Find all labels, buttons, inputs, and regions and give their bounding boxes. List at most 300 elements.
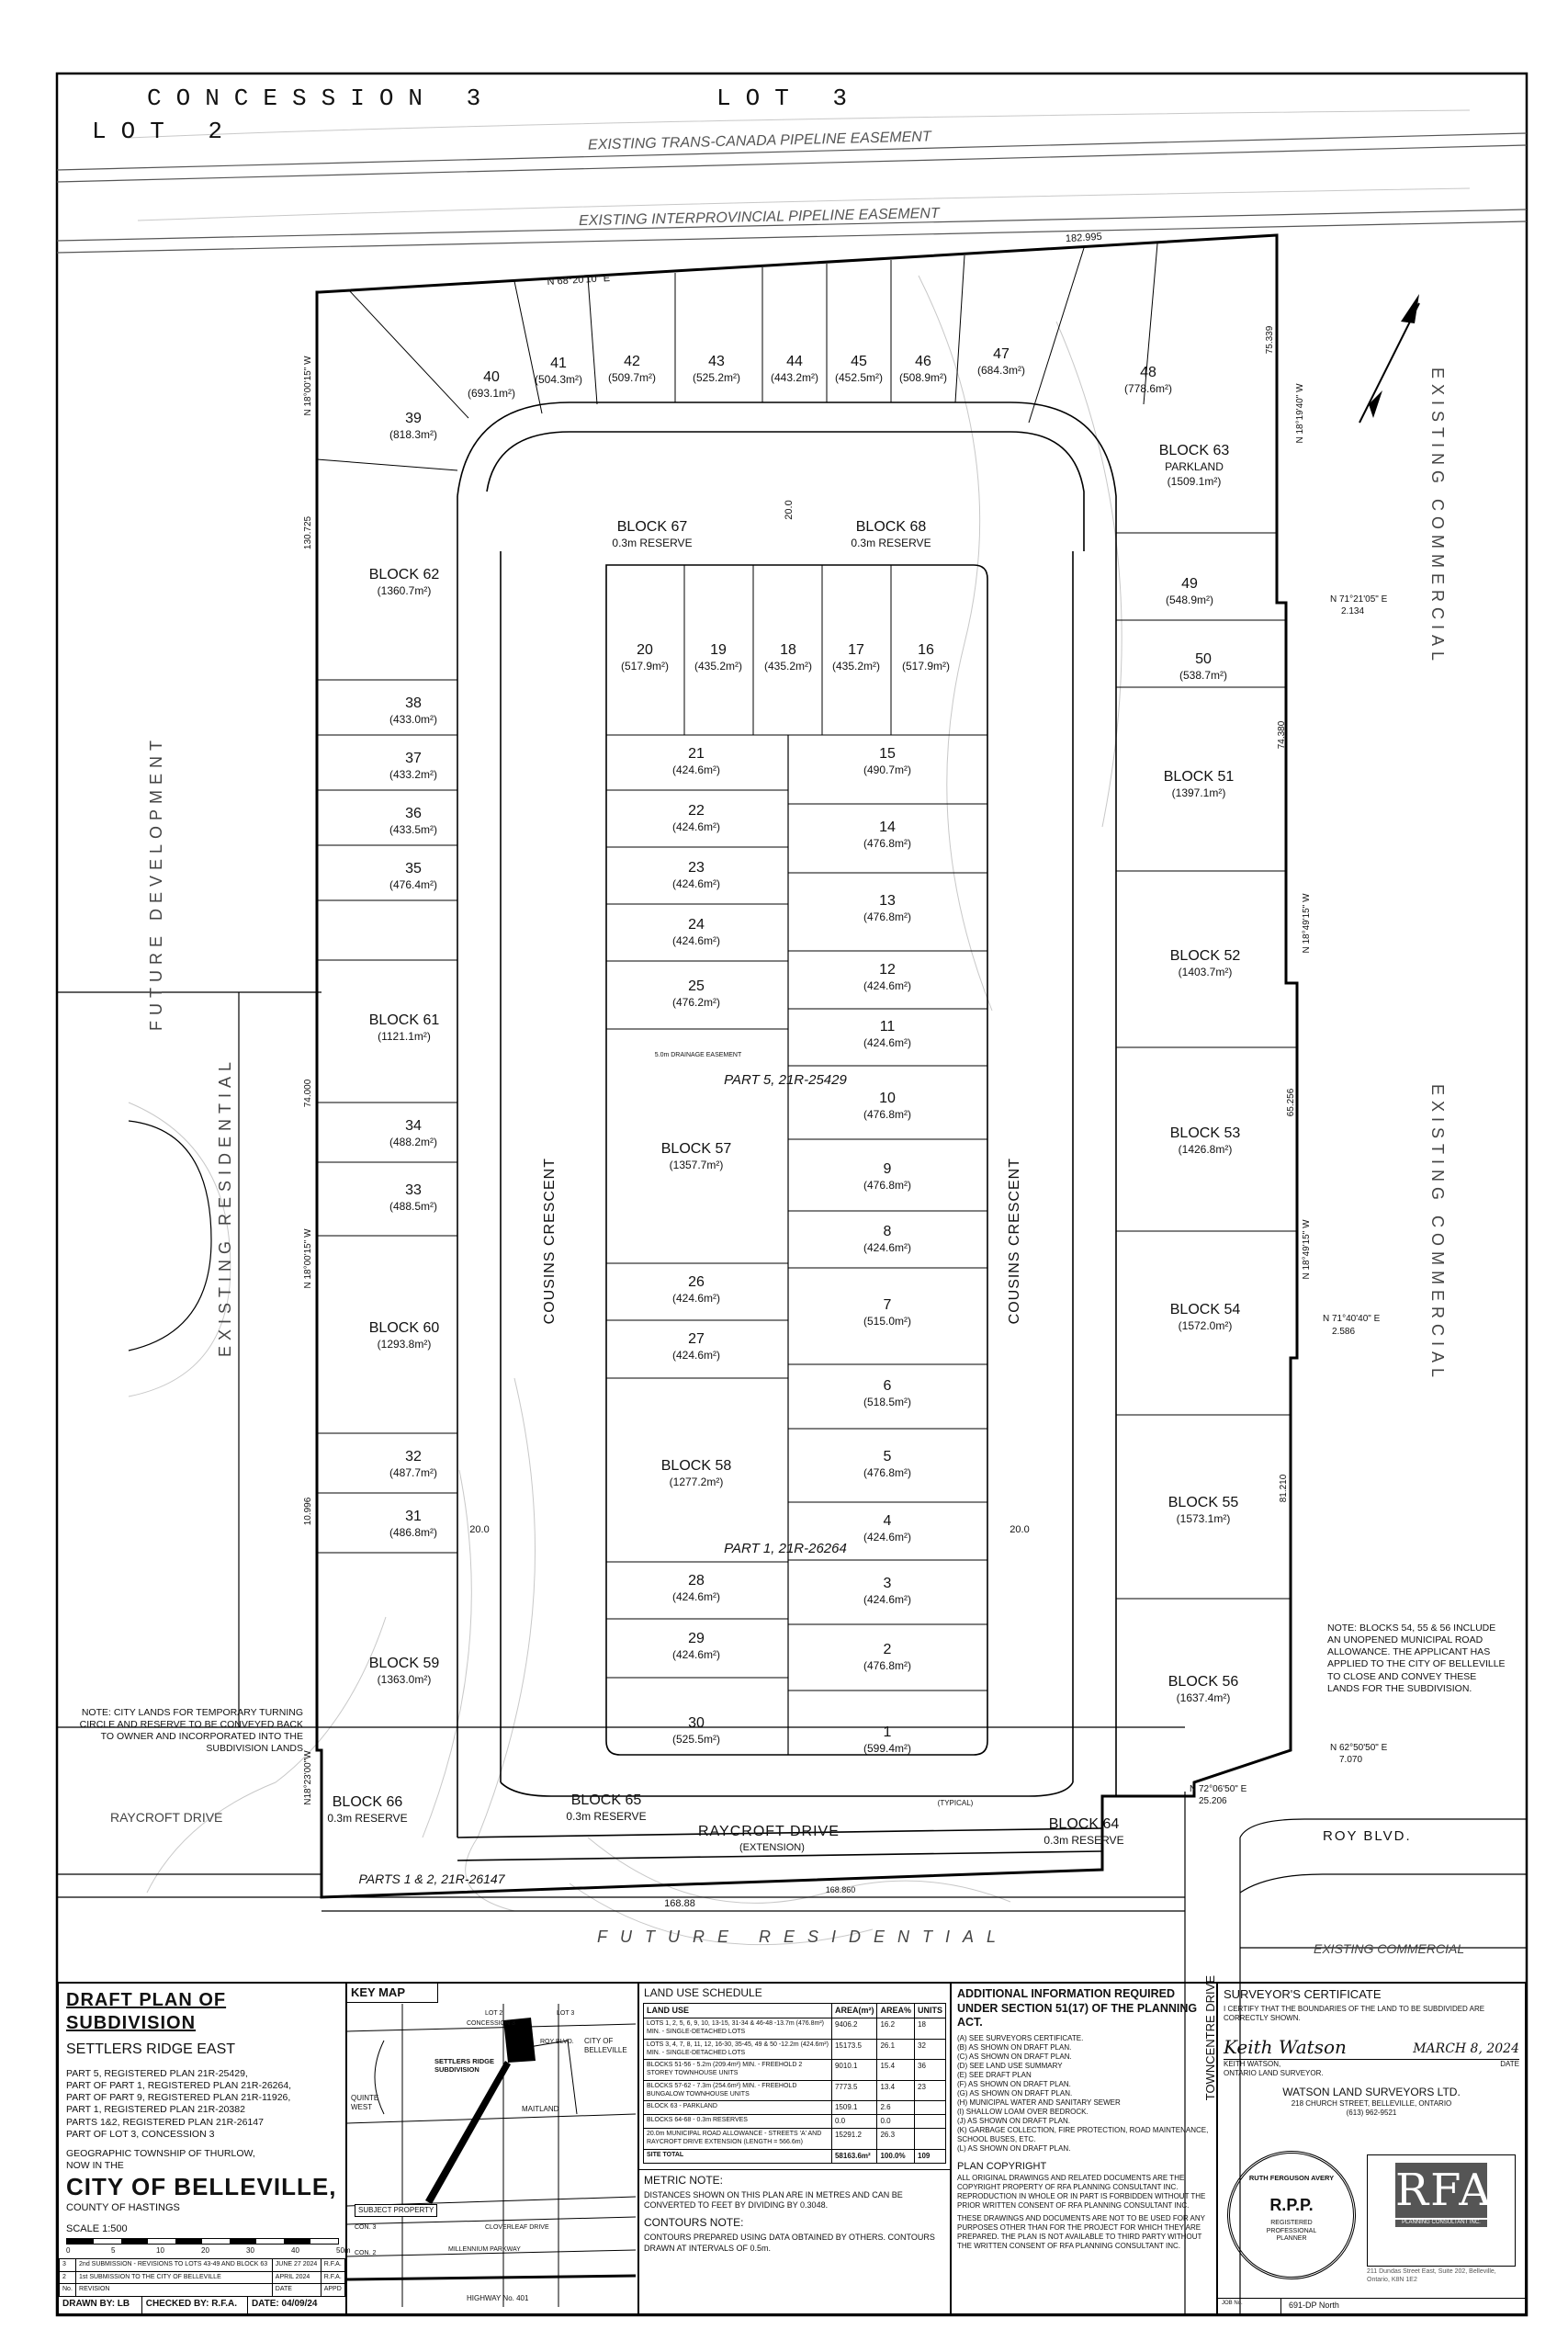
land-use-cell: 16.2 (877, 2018, 915, 2040)
land-use-header: AREA(m²) (831, 2004, 877, 2018)
future-development-label: FUTURE DEVELOPMENT (147, 735, 165, 1032)
key-map-quinte: QUINTE WEST (351, 2094, 379, 2111)
lot-28-number: 28 (688, 1573, 705, 1589)
bearing-west-4: N18°23'00"W (303, 1750, 313, 1805)
contours-note: CONTOURS PREPARED USING DATA OBTAINED BY OTHERS. CONTOURS DRAWN AT INTERVALS OF 0.5m. (644, 2233, 935, 2253)
land-use-cell: 15.4 (877, 2060, 915, 2081)
project-name: SETTLERS RIDGE EAST (66, 2041, 236, 2057)
lot-27-number: 27 (688, 1331, 705, 1347)
lot-20-number: 20 (637, 642, 653, 658)
block-64-sub: 0.3m RESERVE (1043, 1834, 1124, 1847)
north-lot-lines (349, 243, 1297, 1599)
copyright-text-2: THESE DRAWINGS AND DOCUMENTS ARE NOT TO BE USED FOR ANY PURPOSES OTHER THAN FOR THE PROJECT FOR WHICH THEY ARE PREPARED. THE PLAN IS NOT AVAILABLE TO THIRD PARTY WITHOUT THE WRITTEN CONSENT OF RFA PLANNING CONSULTANT INC. (957, 2213, 1205, 2250)
block-52-label: BLOCK 52 (1169, 948, 1241, 964)
surveyor-signature: Keith Watson (1224, 2036, 1347, 2059)
lot-46-number: 46 (915, 354, 931, 369)
lot-29-number: 29 (688, 1631, 705, 1646)
scale-label: SCALE 1:500 (66, 2223, 128, 2235)
land-use-cell: LOTS 1, 2, 5, 6, 9, 10, 13-15, 31-34 & 46-48 -13.7m (476.8m²) MIN. - SINGLE-DETACHED LOTS (644, 2018, 832, 2040)
scale-tick-label: 50m (336, 2246, 351, 2255)
lot-22-area: (424.6m²) (671, 820, 721, 833)
inner-island (606, 565, 987, 1755)
revision-cell: APRIL 2024 (272, 2271, 321, 2284)
land-use-cell: BLOCK 63 - PARKLAND (644, 2101, 832, 2115)
lot-47-number: 47 (993, 346, 1010, 362)
revision-cell: DATE (272, 2284, 321, 2297)
block-63-label: BLOCK 63 (1158, 443, 1230, 458)
now-in: NOW IN THE (66, 2159, 124, 2171)
block-56-area: (1637.4m²) (1176, 1691, 1231, 1704)
lot-37-area: (433.2m²) (389, 768, 438, 781)
land-use-cell: 0.0 (831, 2115, 877, 2129)
lot-5-number: 5 (883, 1449, 892, 1464)
lot-44-number: 44 (786, 354, 803, 369)
land-use-panel (639, 1982, 952, 2315)
surveyor-panel (1218, 1982, 1527, 2315)
lot-12-area: (424.6m²) (863, 979, 912, 992)
land-use-cell: 26.3 (877, 2129, 915, 2150)
lot-26-area: (424.6m²) (671, 1292, 721, 1305)
seal-name: RUTH FERGUSON AVERY (1248, 2174, 1335, 2182)
scale-tick-label: 20 (201, 2246, 209, 2255)
lot-24-number: 24 (688, 917, 705, 933)
block-64-label: BLOCK 64 (1048, 1816, 1120, 1832)
lot-48-number: 48 (1140, 365, 1156, 380)
lot-21-number: 21 (688, 746, 705, 762)
job-label: JOB No. (1218, 2299, 1281, 2313)
block-67-label: BLOCK 67 (616, 519, 688, 535)
land-use-cell: 7773.5 (831, 2080, 877, 2101)
island-lot-lines (606, 565, 987, 1690)
lot-17-number: 17 (848, 642, 864, 658)
land-use-row (644, 2101, 946, 2115)
scale-tick-label: 5 (111, 2246, 116, 2255)
surveyor-date-label: DATE (1500, 2060, 1519, 2069)
legal-description (66, 2068, 338, 2141)
west-lot-lines (317, 459, 457, 1553)
lot-9-area: (476.8m²) (863, 1179, 912, 1192)
surveyor-address: 218 CHURCH STREET, BELLEVILLE, ONTARIO (1291, 2099, 1452, 2109)
lot-45-area: (452.5m²) (834, 371, 884, 384)
drawn-checked-row (59, 2296, 345, 2313)
lot-19-number: 19 (710, 642, 727, 658)
revision-cell: 1st SUBMISSION TO THE CITY OF BELLEVILLE (76, 2271, 273, 2284)
key-map-title: KEY MAP (347, 1984, 438, 2003)
lot-6-area: (518.5m²) (863, 1396, 912, 1408)
land-use-table (643, 2003, 946, 2164)
land-use-cell: 32 (915, 2039, 946, 2060)
block-52-area: (1403.7m²) (1178, 966, 1233, 978)
bearing-east-4: N 18°49'15" W (1302, 1219, 1312, 1280)
lot-9-number: 9 (883, 1161, 892, 1177)
land-use-cell: 2.6 (877, 2101, 915, 2115)
lot-48-area: (778.6m²) (1123, 382, 1173, 395)
road-outlines (457, 402, 1194, 1860)
bearing-west-1-length: 130.725 (303, 515, 313, 550)
land-use-row (644, 2018, 946, 2040)
key-map (347, 1982, 639, 2315)
drawing-number-row (1218, 2298, 1525, 2313)
block-61-area: (1121.1m²) (378, 1030, 431, 1043)
block-57-label: BLOCK 57 (660, 1141, 732, 1157)
lot-42-number: 42 (624, 354, 640, 369)
land-use-cell: 23 (915, 2080, 946, 2101)
bearing-east-3: N 18°49'15" W (1302, 893, 1312, 954)
lot-3-number: 3 (883, 1576, 892, 1591)
surveyor-text: I CERTIFY THAT THE BOUNDARIES OF THE LAND TO BE SUBDIVIDED ARE CORRECTLY SHOWN. (1224, 2005, 1485, 2023)
lot-31-number: 31 (405, 1509, 422, 1524)
towncentre-label: TOWNCENTRE DRIVE (1203, 1975, 1217, 2101)
township: GEOGRAPHIC TOWNSHIP OF THURLOW, (66, 2147, 255, 2159)
bearing-south-length: 168.88 (664, 1898, 695, 1909)
city-name: CITY OF BELLEVILLE, (66, 2173, 337, 2200)
north-arrow-icon (1359, 294, 1419, 423)
revision-table (59, 2258, 345, 2297)
land-use-title: LAND USE SCHEDULE (644, 1986, 762, 1999)
additional-info-item: (H) MUNICIPAL WATER AND SANITARY SEWER (957, 2098, 1121, 2107)
surveyor-sign-date: MARCH 8, 2024 (1413, 2041, 1519, 2057)
lot-38-number: 38 (405, 695, 422, 711)
surveyor-phone: (613) 962-9521 (1346, 2109, 1397, 2118)
scale-tick-label: 10 (156, 2246, 164, 2255)
block-67-sub: 0.3m RESERVE (612, 537, 693, 549)
lot-36-number: 36 (405, 806, 422, 821)
lot-15-number: 15 (879, 746, 896, 762)
roy-blvd-label: ROY BLVD. (1323, 1828, 1412, 1844)
land-use-row (644, 2149, 946, 2163)
key-map-millennium: MILLENNIUM PARKWAY (448, 2246, 521, 2253)
land-use-row (644, 2115, 946, 2129)
surveyor-name: KEITH WATSON, (1224, 2060, 1281, 2069)
copyright-text: ALL ORIGINAL DRAWINGS AND RELATED DOCUMENTS ARE THE COPYRIGHT PROPERTY OF RFA PLANNING CONSULTANT INC. REPRODUCTION IN WHOLE OR IN PART IS FORBIDDEN WITHOUT THE PRIOR WRITTEN CONSENT OF RFA PLANNING CONSULTANT INC. (957, 2173, 1206, 2210)
block-66-sub: 0.3m RESERVE (327, 1812, 408, 1825)
lot-14-number: 14 (879, 820, 896, 835)
scale-bar (66, 2238, 351, 2258)
land-use-cell: BLOCKS 64-68 - 0.3m RESERVES (644, 2115, 832, 2129)
lot-2-area: (476.8m²) (863, 1659, 912, 1672)
scale-tick-label: 0 (66, 2246, 71, 2255)
land-use-header: LAND USE (644, 2004, 832, 2018)
key-map-subject: SUBJECT PROPERTY (355, 2204, 437, 2217)
lot-14-area: (476.8m²) (863, 837, 912, 850)
lot-34-area: (488.2m²) (389, 1136, 438, 1148)
legal-line: PART 5, REGISTERED PLAN 21R-25429, (66, 2068, 248, 2079)
lot3-label: LOT 3 (716, 85, 863, 112)
bearing-east-1: N 18°19'40" W (1295, 383, 1305, 444)
lot-29-area: (424.6m²) (671, 1648, 721, 1661)
additional-info-panel (952, 1982, 1218, 2315)
lot-12-number: 12 (879, 962, 896, 978)
contours-note-title: CONTOURS NOTE: (644, 2216, 744, 2230)
block-60-area: (1293.8m²) (377, 1338, 432, 1351)
block-59-area: (1363.0m²) (377, 1673, 432, 1686)
bearing-east-8-length: 25.206 (1199, 1796, 1227, 1806)
revision-row (60, 2258, 345, 2271)
land-use-cell: 36 (915, 2060, 946, 2081)
rfa-logo (1367, 2154, 1516, 2267)
drawing-number: 691-DP North (1289, 2301, 1339, 2310)
legal-line: PART OF PART 9, REGISTERED PLAN 21R-11926, (66, 2092, 291, 2104)
additional-info-item: (B) AS SHOWN ON DRAFT PLAN. (957, 2042, 1072, 2052)
lot-31-area: (486.8m²) (389, 1526, 438, 1539)
land-use-cell: BLOCKS 57-62 - 7.3m (254.6m²) MIN. - FREEHOLD BUNGALOW TOWNHOUSE UNITS (644, 2080, 832, 2101)
lot-46-area: (508.9m²) (898, 371, 948, 384)
lot-40-area: (693.1m²) (467, 387, 516, 400)
city-lands-note: NOTE: CITY LANDS FOR TEMPORARY TURNING CIRCLE AND RESERVE TO BE CONVEYED BACK TO OWNER AND INCORPORATED INTO THE SUBDIVISION LANDS (79, 1707, 303, 1755)
key-map-lot2: LOT 2 (485, 2010, 503, 2017)
additional-info-title: ADDITIONAL INFORMATION REQUIRED UNDER SECTION 51(17) OF THE PLANNING ACT. (957, 1987, 1198, 2030)
checked-by: CHECKED BY: R.F.A. (142, 2297, 248, 2313)
additional-info-items (957, 2034, 1211, 2154)
metric-note: DISTANCES SHOWN ON THIS PLAN ARE IN METRES AND CAN BE CONVERTED TO FEET BY DIVIDING BY 0.3048. (644, 2189, 903, 2210)
revision-cell: REVISION (76, 2284, 273, 2297)
bearing-east-2-length: 2.134 (1341, 606, 1365, 616)
revision-cell: 2 (60, 2271, 76, 2284)
key-map-roy: ROY BLVD. (540, 2039, 574, 2045)
lot-27-area: (424.6m²) (671, 1349, 721, 1362)
lot-39-area: (818.3m²) (389, 428, 438, 441)
lot-42-area: (509.7m²) (607, 371, 657, 384)
lot-5-area: (476.8m²) (863, 1466, 912, 1479)
lot-22-number: 22 (688, 803, 705, 819)
street-east-label: COUSINS CRESCENT (1007, 1158, 1022, 1325)
legal-line: PARTS 1&2, REGISTERED PLAN 21R-26147 (66, 2116, 264, 2128)
lot-36-area: (433.5m²) (389, 823, 438, 836)
lot-33-area: (488.5m²) (389, 1200, 438, 1213)
block-55-area: (1573.1m²) (1176, 1512, 1231, 1525)
block-58-area: (1277.2m²) (669, 1476, 724, 1488)
land-use-cell: 20.0m MUNICIPAL ROAD ALLOWANCE - STREETS 'A' AND RAYCROFT DRIVE EXTENSION (LENGTH = 566.6m) (644, 2129, 832, 2150)
block-61-label: BLOCK 61 (368, 1012, 440, 1028)
lot-44-area: (443.2m²) (770, 371, 819, 384)
bearing-south-length-2: 168.860 (825, 1885, 856, 1894)
bearing-west-2: N 18°00'15" W (303, 1228, 313, 1289)
lot-24-area: (424.6m²) (671, 934, 721, 947)
lot-4-area: (424.6m²) (863, 1531, 912, 1544)
land-use-row (644, 2039, 946, 2060)
block-66-label: BLOCK 66 (332, 1794, 403, 1810)
lot-43-number: 43 (708, 354, 725, 369)
bearing-east-5: N 71°40'40" E (1323, 1314, 1381, 1324)
land-use-cell: SITE TOTAL (644, 2149, 832, 2163)
road-width-east: 20.0 (1010, 1524, 1030, 1535)
land-use-cell: 26.1 (877, 2039, 915, 2060)
lot-45-number: 45 (851, 354, 867, 369)
revision-row (60, 2271, 345, 2284)
lot-50-number: 50 (1195, 651, 1212, 667)
existing-residential-label: EXISTING RESIDENTIAL (216, 1057, 234, 1358)
block-56-label: BLOCK 56 (1168, 1674, 1239, 1690)
land-use-cell (915, 2129, 946, 2150)
additional-info-item: (K) GARBAGE COLLECTION, FIRE PROTECTION, ROAD MAINTENANCE, SCHOOL BUSES, ETC. (957, 2125, 1209, 2143)
raycroft-extension-sub: (EXTENSION) (739, 1842, 805, 1853)
lot-17-area: (435.2m²) (831, 660, 881, 673)
additional-info-item: (A) SEE SURVEYORS CERTIFICATE. (957, 2033, 1084, 2042)
bearing-east-6-length: 81.210 (1279, 1474, 1289, 1503)
land-use-cell (915, 2101, 946, 2115)
key-map-cloverleaf: CLOVERLEAF DRIVE (485, 2224, 549, 2231)
parts-1-2-label: PARTS 1 & 2, 21R-26147 (358, 1871, 505, 1886)
surveyor-title: SURVEYOR'S CERTIFICATE (1224, 1987, 1382, 2001)
metric-note-title: METRIC NOTE: (644, 2173, 723, 2187)
lot-41-number: 41 (550, 356, 567, 371)
existing-commercial-label-2: EXISTING COMMERCIAL (1428, 1084, 1447, 1384)
bearing-east-7: N 62°50'50" E (1330, 1743, 1388, 1753)
lot-1-number: 1 (883, 1724, 892, 1740)
concession-label: CONCESSION 3 (147, 85, 496, 112)
scale-tick-label: 30 (246, 2246, 254, 2255)
additional-info-item: (E) SEE DRAFT PLAN (957, 2070, 1032, 2079)
existing-commercial-label-3: EXISTING COMMERCIAL (1314, 1941, 1465, 1956)
drawn-by: DRAWN BY: LB (59, 2297, 142, 2313)
legal-line: PART 1, REGISTERED PLAN 21R-20382 (66, 2104, 245, 2116)
land-use-cell: LOTS 3, 4, 7, 8, 11, 12, 16-30, 35-45, 49 & 50 -12.2m (424.6m²) MIN. - SINGLE-DETACHED LOTS (644, 2039, 832, 2060)
future-residential-label: FUTURE RESIDENTIAL (597, 1928, 1010, 1946)
lot-23-area: (424.6m²) (671, 877, 721, 890)
block-62-label: BLOCK 62 (368, 567, 440, 582)
lot2-label: LOT 2 (92, 118, 238, 145)
easement-label-2: EXISTING INTERPROVINCIAL PIPELINE EASEMENT (578, 205, 940, 230)
land-use-cell: 15173.5 (831, 2039, 877, 2060)
land-use-header: AREA% (877, 2004, 915, 2018)
lot-30-number: 30 (688, 1715, 705, 1731)
additional-info-item: (J) AS SHOWN ON DRAFT PLAN. (957, 2116, 1070, 2125)
lot-3-area: (424.6m²) (863, 1593, 912, 1606)
legal-line: PART OF LOT 3, CONCESSION 3 (66, 2128, 215, 2140)
lot-30-area: (525.5m²) (671, 1733, 721, 1746)
revision-cell: No. (60, 2284, 76, 2297)
bearing-north-length: 182.995 (1065, 231, 1103, 245)
county-name: COUNTY OF HASTINGS (66, 2201, 180, 2213)
lot-40-number: 40 (483, 369, 500, 385)
rfa-logo-sub: PLANNING CONSULTANT INC. (1395, 2220, 1487, 2227)
block-59-label: BLOCK 59 (368, 1656, 440, 1671)
bearing-west-3-length: 10.996 (303, 1497, 313, 1526)
part-1-label: PART 1, 21R-26264 (724, 1541, 847, 1556)
land-use-cell: BLOCKS 51-56 - 5.2m (209.4m²) MIN. - FREEHOLD 2 STOREY TOWNHOUSE UNITS (644, 2060, 832, 2081)
block-60-label: BLOCK 60 (368, 1320, 440, 1336)
revision-cell: R.F.A. (321, 2258, 344, 2271)
road-width-west: 20.0 (469, 1524, 490, 1535)
block-54-label: BLOCK 54 (1169, 1302, 1241, 1317)
bearing-east-1-length: 75.339 (1265, 325, 1275, 355)
lot-38-area: (433.0m²) (389, 713, 438, 726)
land-use-cell: 58163.6m² (831, 2149, 877, 2163)
bearing-north: N 68°20'10" E (547, 272, 611, 288)
lot-1-area: (599.4m²) (863, 1742, 912, 1755)
block-53-label: BLOCK 53 (1169, 1125, 1241, 1141)
rfa-logo-mark: RFA (1395, 2165, 1493, 2216)
block-54-area: (1572.0m²) (1178, 1319, 1233, 1332)
land-use-header: UNITS (915, 2004, 946, 2018)
lot-21-area: (424.6m²) (671, 763, 721, 776)
land-use-cell: 0.0 (877, 2115, 915, 2129)
lot-8-number: 8 (883, 1224, 892, 1239)
block-63-area: (1509.1m²) (1167, 475, 1222, 488)
block-68-sub: 0.3m RESERVE (851, 537, 931, 549)
lot-23-number: 23 (688, 860, 705, 876)
lot-13-area: (476.8m²) (863, 910, 912, 923)
block-53-area: (1426.8m²) (1178, 1143, 1233, 1156)
seal-role: REGISTERED PROFESSIONAL PLANNER (1266, 2219, 1317, 2243)
lot-34-number: 34 (405, 1118, 422, 1134)
block-65-label: BLOCK 65 (570, 1792, 642, 1808)
sheet-border (57, 74, 1527, 2315)
lot-11-number: 11 (879, 1019, 896, 1035)
lot-11-area: (424.6m²) (863, 1036, 912, 1049)
lot-13-number: 13 (879, 893, 896, 909)
lot-28-area: (424.6m²) (671, 1590, 721, 1603)
bearing-east-3-length: 74.380 (1277, 720, 1287, 750)
block-51-label: BLOCK 51 (1163, 769, 1235, 785)
block-68-label: BLOCK 68 (855, 519, 927, 535)
planner-seal (1227, 2151, 1356, 2279)
rfa-address: 211 Dundas Street East, Suite 202, Belleville, Ontario, K8N 1E2 (1367, 2268, 1496, 2283)
bearing-west-1: N 18°00'15" W (303, 356, 313, 416)
key-map-con3: CON. 3 (355, 2224, 377, 2231)
land-use-cell: 18 (915, 2018, 946, 2040)
bearing-east-4-length: 65.256 (1286, 1088, 1296, 1117)
street-west-label: COUSINS CRESCENT (542, 1158, 558, 1325)
additional-info-item: (C) AS SHOWN ON DRAFT PLAN. (957, 2052, 1072, 2061)
key-map-con2: CON. 2 (355, 2250, 377, 2256)
bearing-east-7-length: 7.070 (1339, 1755, 1363, 1765)
lot-32-number: 32 (405, 1449, 422, 1464)
typical-label: (TYPICAL) (937, 1799, 974, 1807)
lot-4-number: 4 (883, 1513, 892, 1529)
land-use-cell: 1509.1 (831, 2101, 877, 2115)
lot-16-area: (517.9m²) (901, 660, 951, 673)
key-map-lot3: LOT 3 (557, 2010, 575, 2017)
lot-25-area: (476.2m²) (671, 996, 721, 1009)
blocks-note: NOTE: BLOCKS 54, 55 & 56 INCLUDE AN UNOPENED MUNICIPAL ROAD ALLOWANCE. THE APPLICANT HAS APPLIED TO THE CITY OF BELLEVILLE TO CLOSE AND CONVEY THESE LANDS FOR THE SUBDIVISION. (1327, 1623, 1506, 1694)
revision-row (60, 2284, 345, 2297)
lot-18-area: (435.2m²) (763, 660, 813, 673)
lot-25-number: 25 (688, 978, 705, 994)
bearing-east-8: N 72°06'50" E (1190, 1784, 1247, 1794)
land-use-cell: 9010.1 (831, 2060, 877, 2081)
land-use-row (644, 2060, 946, 2081)
surveyor-firm: WATSON LAND SURVEYORS LTD. (1282, 2086, 1461, 2099)
plan-title: DRAFT PLAN OF SUBDIVISION (66, 1990, 227, 2033)
block-58-label: BLOCK 58 (660, 1458, 732, 1474)
raycroft-west-label: RAYCROFT DRIVE (110, 1810, 223, 1825)
block-65-sub: 0.3m RESERVE (566, 1810, 647, 1823)
contour-lines (129, 110, 1470, 1945)
lot-8-area: (424.6m²) (863, 1241, 912, 1254)
block-57-area: (1357.7m²) (669, 1159, 724, 1171)
lot-10-number: 10 (879, 1091, 896, 1106)
additional-info-item: (L) AS SHOWN ON DRAFT PLAN. (957, 2143, 1071, 2153)
lot-26-number: 26 (688, 1274, 705, 1290)
land-use-row (644, 2129, 946, 2150)
lot-18-number: 18 (780, 642, 796, 658)
key-map-settlers: SETTLERS RIDGE SUBDIVISION (434, 2057, 495, 2075)
lot-35-area: (476.4m²) (389, 878, 438, 891)
lot-33-number: 33 (405, 1182, 422, 1198)
lot-49-number: 49 (1181, 576, 1198, 592)
existing-commercial-label-1: EXISTING COMMERCIAL (1428, 368, 1447, 667)
bearing-east-2: N 71°21'05" E (1330, 594, 1388, 605)
block-55-label: BLOCK 55 (1168, 1495, 1239, 1510)
block-63-sub: PARKLAND (1165, 460, 1224, 473)
lot-19-area: (435.2m²) (694, 660, 743, 673)
drainage-easement-label: 5.0m DRAINAGE EASEMENT (654, 1052, 742, 1058)
land-use-cell (915, 2115, 946, 2129)
lot-35-number: 35 (405, 861, 422, 876)
lot-39-number: 39 (405, 411, 422, 426)
drawing-date: DATE: 04/09/24 (251, 2299, 318, 2309)
